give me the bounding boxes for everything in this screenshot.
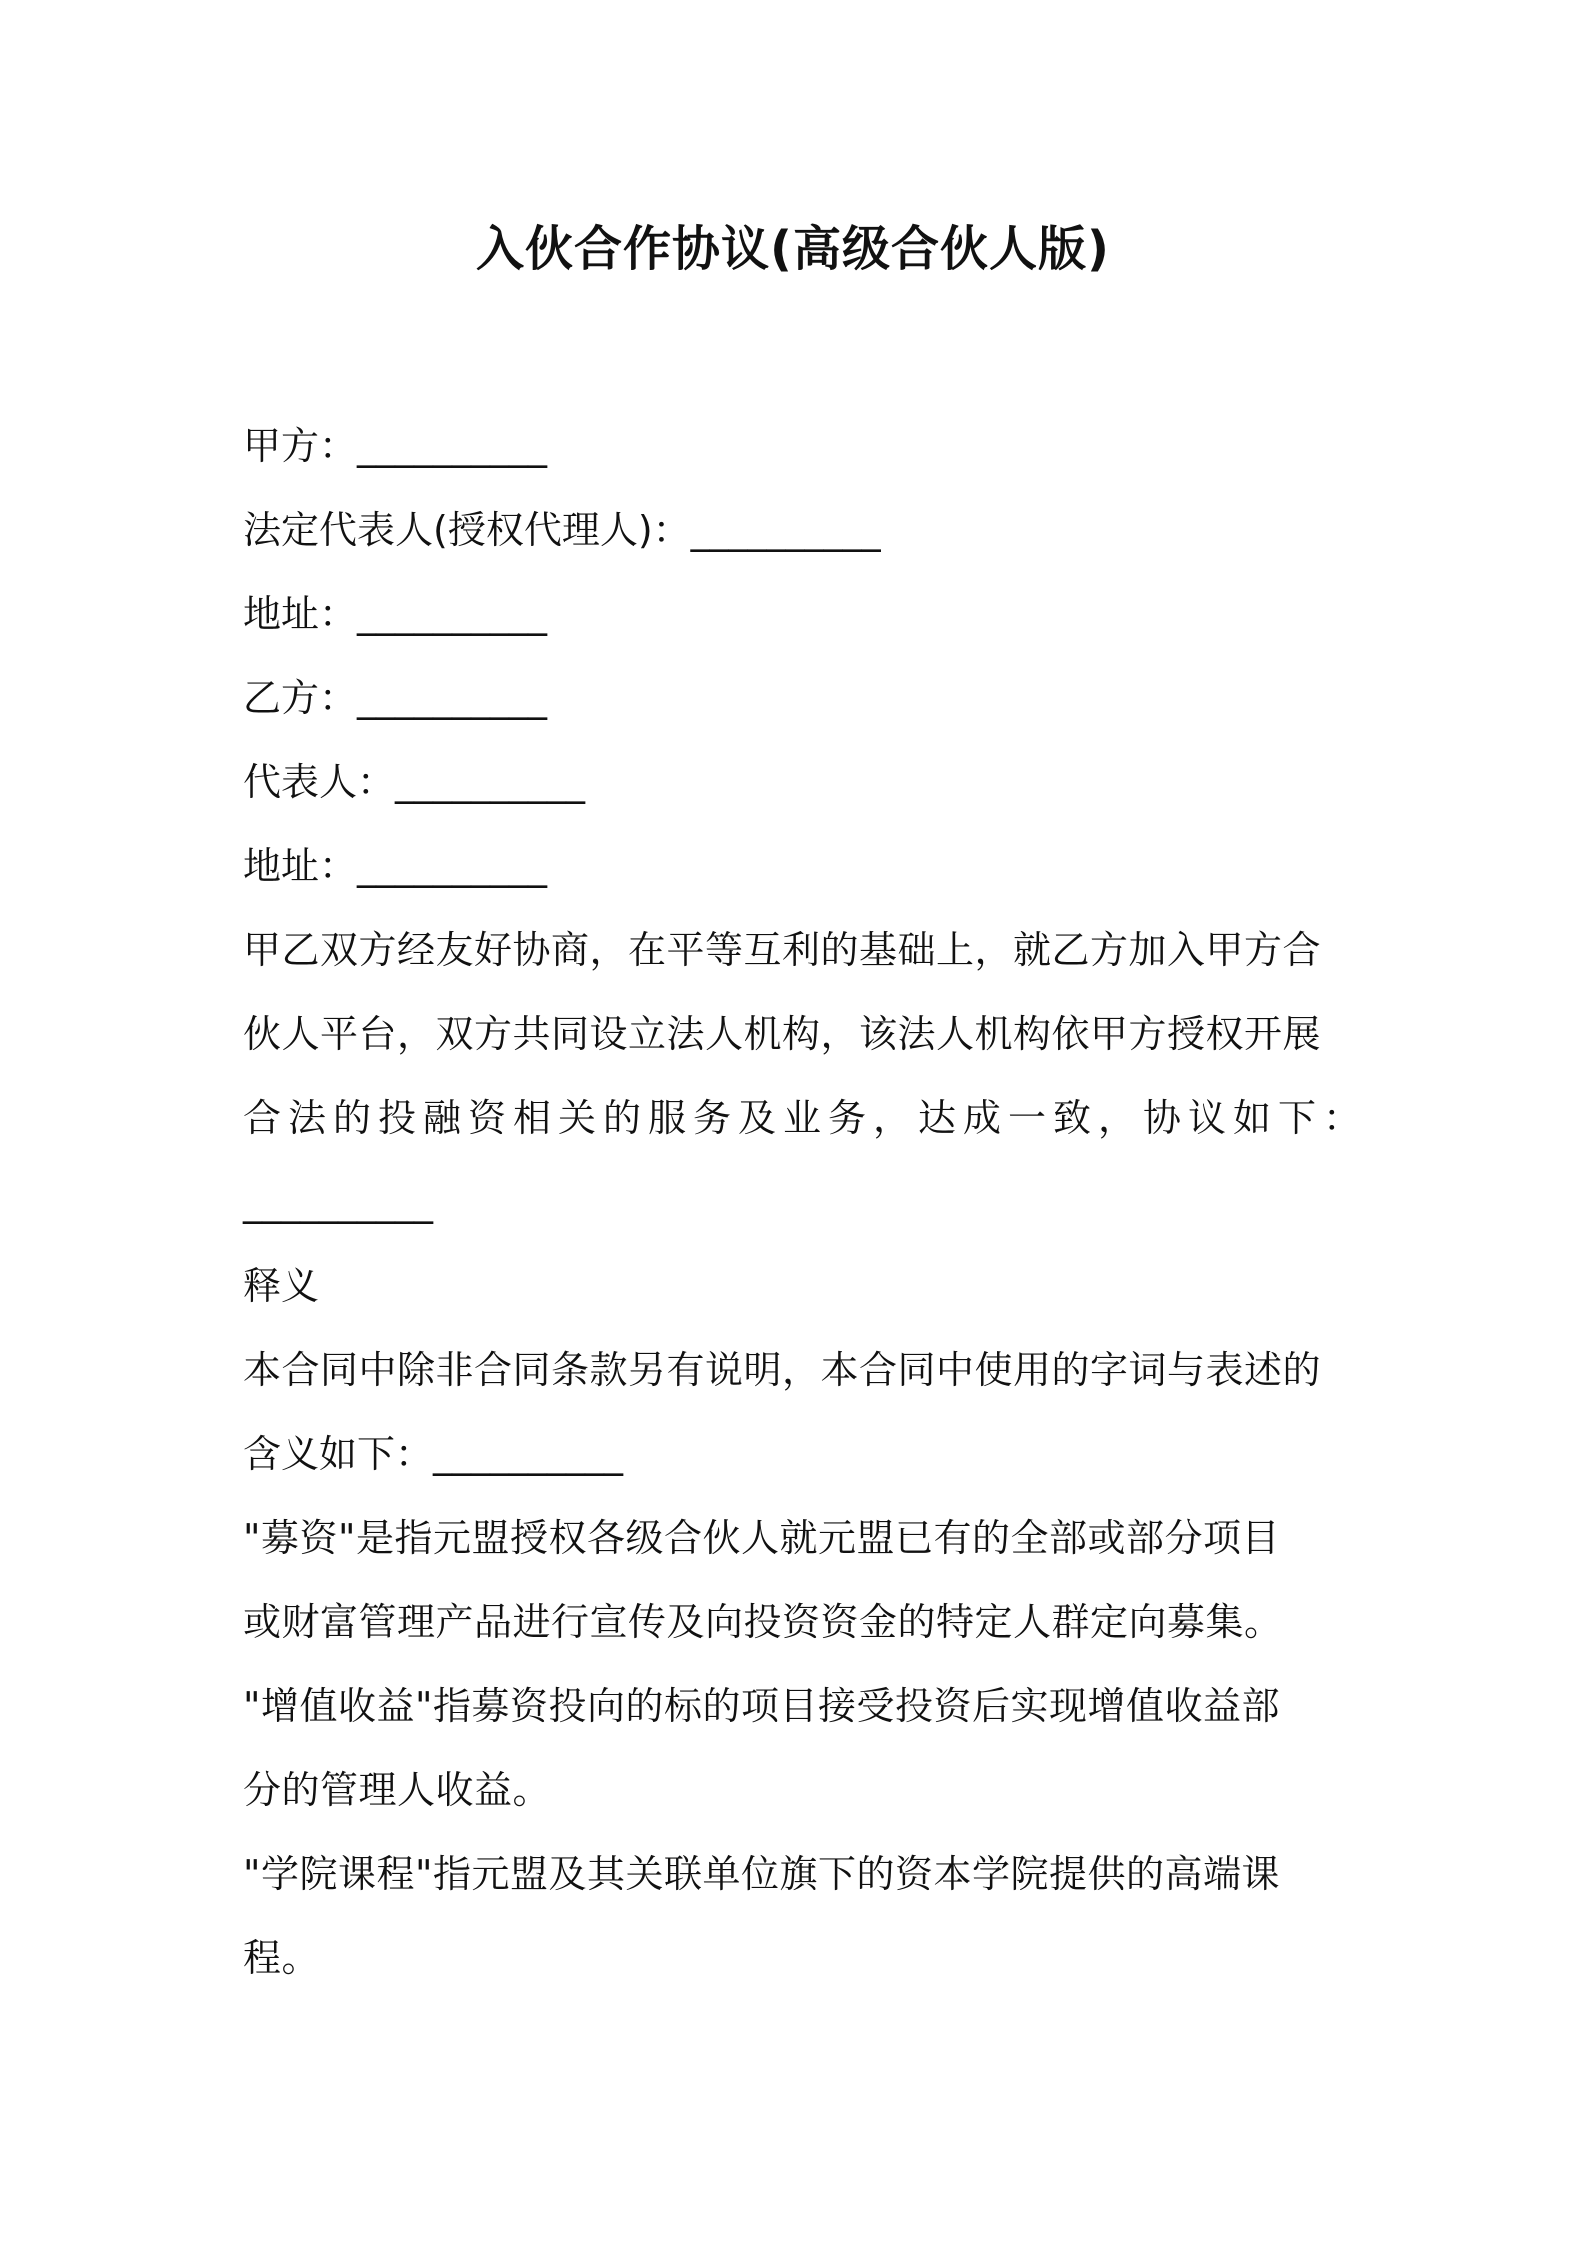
field-label: 乙方： — [243, 676, 358, 720]
field-address-b — [243, 824, 1363, 908]
definition-line: 或财富管理产品进行宣传及向投资资金的特定人群定向募集。 — [243, 1600, 1283, 1644]
fill-in-blank: __________ — [357, 676, 548, 720]
definition-line: 分的管理人收益。 — [243, 1768, 552, 1812]
intro-line: 合法的投融资相关的服务及业务，达成一致，协议如下： — [243, 1096, 1369, 1140]
intro-line: 甲乙双方经友好协商，在平等互利的基础上，就乙方加入甲方合 — [243, 928, 1322, 972]
definition-line: 程。 — [243, 1936, 321, 1980]
fill-in-blank: __________ — [357, 592, 548, 636]
intro-line: 伙人平台，双方共同设立法人机构，该法人机构依甲方授权开展 — [243, 1012, 1322, 1056]
field-label: 代表人： — [243, 760, 396, 804]
definition-intro-text: 含义如下： — [243, 1432, 434, 1476]
field-label: 地址： — [243, 844, 358, 888]
definition-line: "募资"是指元盟授权各级合伙人就元盟已有的全部或部分项目 — [243, 1516, 1280, 1560]
document-title: 入伙合作协议(高级合伙人版) — [476, 221, 1110, 277]
definition-line: "学院课程"指元盟及其关联单位旗下的资本学院提供的高端课 — [243, 1852, 1280, 1896]
intro-blank-line — [243, 1160, 1363, 1244]
definition-line: "增值收益"指募资投向的标的项目接受投资后实现增值收益部 — [243, 1684, 1280, 1728]
fill-in-blank: __________ — [357, 424, 548, 468]
field-label: 甲方： — [243, 424, 358, 468]
field-party-a — [243, 404, 1363, 488]
fill-in-blank: __________ — [395, 760, 586, 804]
fill-in-blank: __________ — [433, 1432, 624, 1476]
field-legal-representative — [243, 488, 1363, 572]
fill-in-blank: __________ — [243, 1180, 433, 1224]
fill-in-blank: __________ — [357, 844, 548, 888]
fill-in-blank: __________ — [690, 508, 881, 552]
definition-intro-line — [243, 1412, 1363, 1496]
field-address-a — [243, 572, 1363, 656]
field-label: 地址： — [243, 592, 358, 636]
document-body — [243, 404, 1369, 2000]
field-representative — [243, 740, 1363, 824]
section-heading: 释义 — [243, 1264, 320, 1308]
definition-intro-line: 本合同中除非合同条款另有说明，本合同中使用的字词与表述的 — [243, 1348, 1322, 1392]
field-party-b — [243, 656, 1363, 740]
field-label: 法定代表人(授权代理人)： — [243, 508, 691, 552]
